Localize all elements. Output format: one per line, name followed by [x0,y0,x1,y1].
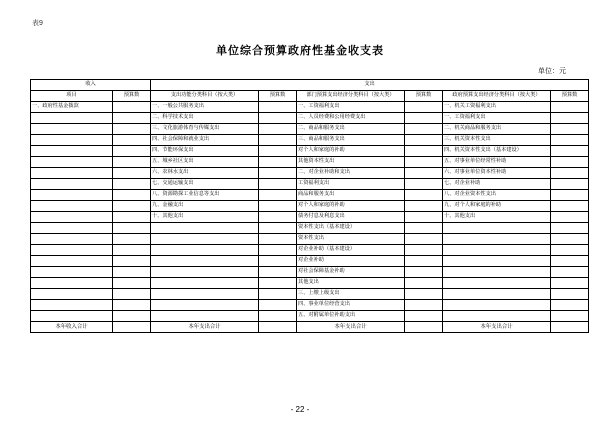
cell-income [31,223,113,234]
cell-gov-econ-class: 六、对事业单位资本性补助 [443,168,551,179]
cell-income-budget [113,278,151,289]
table-row [31,146,589,157]
cell-income [31,311,113,322]
cell-gov-econ-class [443,234,551,245]
table-row [31,311,589,322]
cell-income-budget [113,223,151,234]
cell-income [31,190,113,201]
table-row [31,135,589,146]
cell-gov-budget [551,223,589,234]
col-func-class: 支出功能分类科目（按大类） [151,91,259,102]
table-row [31,245,589,256]
cell-income [31,278,113,289]
cell-income-budget [113,289,151,300]
table-row [31,223,589,234]
cell-dept-econ-class: 三、上缴上级支出 [297,289,405,300]
cell-dept-econ-class: 对个人和家庭的补助 [297,201,405,212]
cell-func-budget [259,157,297,168]
total-income-value [113,322,151,333]
cell-income-budget [113,179,151,190]
total-expense-gov-value [551,322,589,333]
cell-func-budget [259,311,297,322]
cell-gov-econ-class: 十、其他支出 [443,212,551,223]
cell-dept-econ-class: 对企业补助 [297,256,405,267]
cell-gov-budget [551,102,589,113]
col-budget-dept: 预算数 [405,91,443,102]
cell-gov-econ-class: 九、对个人和家庭的补助 [443,201,551,212]
cell-dept-econ-class: 二、人员经费和公用经费支出 [297,113,405,124]
cell-income [31,146,113,157]
cell-func-budget [259,234,297,245]
table-row [31,289,589,300]
cell-dept-budget [405,256,443,267]
cell-func-budget [259,245,297,256]
cell-dept-econ-class: 五、对附属单位补助支出 [297,311,405,322]
cell-gov-budget [551,157,589,168]
table-row [31,212,589,223]
cell-gov-econ-class: 一、工资福利支出 [443,113,551,124]
cell-gov-econ-class [443,245,551,256]
cell-func-budget [259,179,297,190]
cell-income [31,256,113,267]
cell-dept-econ-class: 二、商品和服务支出 [297,124,405,135]
cell-dept-budget [405,113,443,124]
cell-gov-econ-class: 八、对企业资本性支出 [443,190,551,201]
cell-dept-budget [405,223,443,234]
table-row [31,179,589,190]
cell-gov-budget [551,113,589,124]
cell-gov-econ-class: 三、机关资本性支出 [443,135,551,146]
cell-gov-budget [551,212,589,223]
cell-income-budget [113,300,151,311]
cell-income-budget [113,102,151,113]
col-budget-gov: 预算数 [551,91,589,102]
cell-func-class [151,267,259,278]
cell-income [31,179,113,190]
cell-dept-budget [405,135,443,146]
cell-func-class: 四、节能环保支出 [151,146,259,157]
cell-dept-econ-class: 工资福利支出 [297,179,405,190]
cell-income-budget [113,168,151,179]
cell-income-budget [113,135,151,146]
cell-dept-budget [405,300,443,311]
col-gov-econ-class: 政府预算支出经济分类科目（按大类） [443,91,551,102]
cell-func-class [151,278,259,289]
cell-gov-budget [551,311,589,322]
table-row [31,256,589,267]
cell-func-class: 十、其他支出 [151,212,259,223]
cell-gov-budget [551,289,589,300]
cell-dept-econ-class: 三、商品和服务支出 [297,135,405,146]
cell-func-class: 五、城乡社区支出 [151,157,259,168]
cell-gov-budget [551,124,589,135]
cell-income [31,157,113,168]
cell-func-budget [259,300,297,311]
cell-func-class: 六、农林水支出 [151,168,259,179]
cell-dept-budget [405,157,443,168]
cell-func-budget [259,223,297,234]
cell-gov-econ-class [443,278,551,289]
cell-dept-econ-class: 资本性支出 [297,234,405,245]
table-column-header-row [31,91,589,102]
cell-func-budget [259,113,297,124]
cell-income [31,168,113,179]
cell-income-budget [113,234,151,245]
cell-func-class [151,245,259,256]
cell-func-class: 九、金融支出 [151,201,259,212]
cell-gov-budget [551,278,589,289]
cell-income [31,212,113,223]
total-expense-dept-value [405,322,443,333]
cell-gov-econ-class: 七、对企业补助 [443,179,551,190]
cell-func-class: 三、文化旅游体育与传媒支出 [151,124,259,135]
cell-income-budget [113,190,151,201]
cell-gov-econ-class: 四、机关资本性支出（基本建设） [443,146,551,157]
col-budget-income: 预算数 [113,91,151,102]
cell-dept-budget [405,267,443,278]
cell-func-budget [259,201,297,212]
cell-income-budget [113,267,151,278]
cell-income-budget [113,146,151,157]
cell-gov-budget [551,135,589,146]
cell-func-budget [259,267,297,278]
cell-gov-econ-class [443,289,551,300]
cell-dept-econ-class: 其他支出 [297,278,405,289]
cell-dept-budget [405,179,443,190]
cell-func-class [151,311,259,322]
cell-gov-budget [551,234,589,245]
unit-note: 单位：元 [538,68,566,75]
budget-table [30,79,589,333]
cell-gov-budget [551,146,589,157]
table-row [31,102,589,113]
cell-func-class: 八、资源勘探工业信息等支出 [151,190,259,201]
total-expense-gov-label: 本年支出合计 [443,322,551,333]
cell-income [31,245,113,256]
cell-dept-budget [405,168,443,179]
cell-gov-econ-class [443,311,551,322]
cell-dept-econ-class: 债务付息及利息支出 [297,212,405,223]
col-dept-econ-class: 部门预算支出经济分类科目（按大类） [297,91,405,102]
cell-dept-econ-class: 对企业补助（基本建设） [297,245,405,256]
table-group-header-row [31,80,589,91]
page-number: - 22 - [290,405,310,414]
table-row [31,234,589,245]
cell-func-class: 四、社会保障和就业支出 [151,135,259,146]
cell-gov-econ-class [443,267,551,278]
cell-dept-budget [405,278,443,289]
cell-func-class [151,234,259,245]
cell-income: 一、政府性基金拨款 [31,102,113,113]
table-row [31,278,589,289]
cell-income-budget [113,311,151,322]
cell-gov-econ-class [443,223,551,234]
cell-func-class: 一、一般公共服务支出 [151,102,259,113]
cell-income-budget [113,256,151,267]
table-total-row [31,322,589,333]
cell-func-budget [259,289,297,300]
cell-gov-budget [551,300,589,311]
cell-dept-budget [405,146,443,157]
cell-func-class: 二、科学技术支出 [151,113,259,124]
cell-dept-econ-class: 四、事业单位经营支出 [297,300,405,311]
cell-income-budget [113,201,151,212]
cell-income-budget [113,157,151,168]
cell-func-class [151,223,259,234]
cell-func-budget [259,146,297,157]
cell-dept-econ-class: 资本性支出（基本建设） [297,223,405,234]
cell-income [31,300,113,311]
cell-dept-budget [405,124,443,135]
cell-func-budget [259,190,297,201]
cell-func-budget [259,102,297,113]
cell-income-budget [113,245,151,256]
cell-dept-budget [405,190,443,201]
cell-gov-budget [551,190,589,201]
cell-gov-budget [551,256,589,267]
cell-dept-budget [405,212,443,223]
cell-dept-budget [405,311,443,322]
cell-income-budget [113,113,151,124]
cell-func-class: 七、交通运输支出 [151,179,259,190]
table-row [31,267,589,278]
cell-gov-budget [551,201,589,212]
cell-income [31,267,113,278]
cell-dept-econ-class: 对个人和家庭的补助 [297,146,405,157]
total-expense-func-label: 本年支出合计 [151,322,259,333]
cell-dept-budget [405,234,443,245]
cell-func-class [151,256,259,267]
cell-gov-budget [551,245,589,256]
table-row [31,201,589,212]
table-row [31,168,589,179]
cell-func-budget [259,278,297,289]
cell-dept-econ-class: 一、工资福利支出 [297,102,405,113]
cell-income-budget [113,212,151,223]
cell-dept-econ-class: 其他资本性支出 [297,157,405,168]
cell-income [31,289,113,300]
sheet-number: 表9 [32,20,43,27]
cell-func-class [151,300,259,311]
table-row [31,190,589,201]
cell-dept-budget [405,102,443,113]
cell-dept-budget [405,245,443,256]
cell-gov-econ-class [443,300,551,311]
cell-gov-econ-class: 一、机关工资福利支出 [443,102,551,113]
group-expense: 支出 [151,80,589,91]
cell-func-budget [259,135,297,146]
total-expense-func-value [259,322,297,333]
cell-dept-econ-class: 对社会保障基金补助 [297,267,405,278]
cell-dept-econ-class: 商品和服务支出 [297,190,405,201]
table-body [31,102,589,322]
cell-dept-budget [405,289,443,300]
col-budget-func: 预算数 [259,91,297,102]
cell-gov-budget [551,168,589,179]
cell-income [31,135,113,146]
cell-dept-econ-class: 二、对企业补助和支出 [297,168,405,179]
table-row [31,124,589,135]
table-row [31,113,589,124]
cell-gov-econ-class: 五、对事业单位经常性补助 [443,157,551,168]
cell-func-budget [259,168,297,179]
cell-dept-budget [405,201,443,212]
table-row [31,300,589,311]
cell-func-budget [259,256,297,267]
cell-income [31,234,113,245]
cell-func-budget [259,212,297,223]
total-income-label: 本年收入合计 [31,322,113,333]
col-item: 项目 [31,91,113,102]
cell-gov-budget [551,179,589,190]
cell-income [31,113,113,124]
page-title: 单位综合预算政府性基金收支表 [216,45,384,57]
total-expense-dept-label: 本年支出合计 [297,322,405,333]
cell-func-budget [259,124,297,135]
cell-gov-budget [551,267,589,278]
cell-gov-econ-class [443,256,551,267]
cell-func-class [151,289,259,300]
cell-gov-econ-class: 二、机关商品和服务支出 [443,124,551,135]
cell-income [31,201,113,212]
group-income: 收入 [31,80,151,91]
cell-income-budget [113,124,151,135]
cell-income [31,124,113,135]
table-row [31,157,589,168]
